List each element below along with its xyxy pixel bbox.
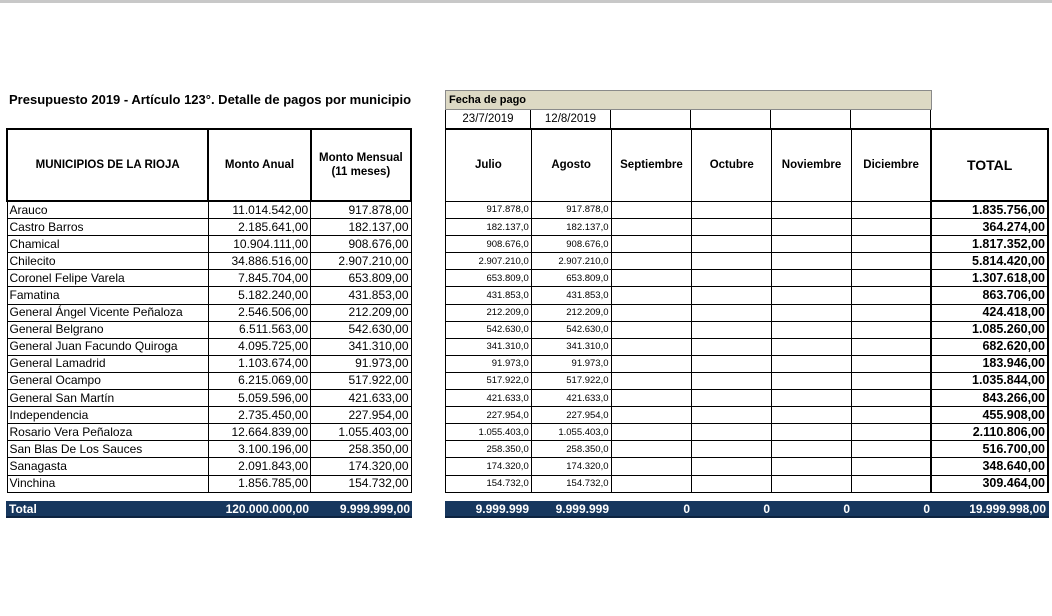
table-row xyxy=(446,458,1049,475)
fecha-de-pago-header: Fecha de pago xyxy=(445,90,932,110)
date-cell: 12/8/2019 xyxy=(530,110,611,129)
pago-empty xyxy=(851,407,931,424)
totals-anual: 120.000.000,00 xyxy=(225,501,309,516)
pago-empty xyxy=(692,287,772,304)
pago-empty xyxy=(851,287,931,304)
pago-empty xyxy=(772,355,852,372)
pago-empty xyxy=(851,236,931,253)
monto-mensual: 154.732,00 xyxy=(311,475,411,492)
municipio-name: General Ángel Vicente Peñaloza xyxy=(7,304,208,321)
pago-empty xyxy=(692,475,772,492)
pago-agosto: 258.350,0 xyxy=(531,441,611,458)
pago-agosto: 174.320,0 xyxy=(531,458,611,475)
date-cell xyxy=(610,110,691,129)
pago-julio: 908.676,0 xyxy=(446,236,532,253)
pago-julio: 917.878,0 xyxy=(446,201,532,219)
pago-empty xyxy=(611,253,692,270)
date-cell: 23/7/2019 xyxy=(445,110,531,129)
monto-anual: 10.904.111,00 xyxy=(208,236,310,253)
table-row xyxy=(7,475,411,492)
pago-empty xyxy=(772,201,852,219)
pago-julio: 258.350,0 xyxy=(446,441,532,458)
pago-empty xyxy=(611,407,692,424)
header-monto-anual: Monto Anual xyxy=(208,129,310,201)
table-row xyxy=(7,321,411,338)
pago-agosto: 182.137,0 xyxy=(531,219,611,236)
header-noviembre: Noviembre xyxy=(772,129,852,201)
pago-julio: 341.310,0 xyxy=(446,338,532,355)
pago-empty xyxy=(611,338,692,355)
pago-empty xyxy=(772,338,852,355)
table-row xyxy=(7,287,411,304)
pago-empty xyxy=(851,424,931,441)
row-total: 1.817.352,00 xyxy=(931,236,1048,253)
row-total: 424.418,00 xyxy=(931,304,1048,321)
monto-mensual: 174.320,00 xyxy=(311,458,411,475)
pago-empty xyxy=(692,372,772,389)
table-row xyxy=(446,355,1049,372)
header-monto-mensual-line1: Monto Mensual xyxy=(319,152,403,164)
row-total: 1.835.756,00 xyxy=(931,201,1048,219)
table-row xyxy=(446,201,1049,219)
municipio-name: General Belgrano xyxy=(7,321,208,338)
header-monto-mensual xyxy=(311,129,411,201)
row-total: 5.814.420,00 xyxy=(931,253,1048,270)
pago-empty xyxy=(692,321,772,338)
table-row xyxy=(7,390,411,407)
table-row xyxy=(446,287,1049,304)
pago-agosto: 517.922,0 xyxy=(531,372,611,389)
pago-agosto: 341.310,0 xyxy=(531,338,611,355)
pago-empty xyxy=(692,458,772,475)
table-row xyxy=(7,372,411,389)
row-total: 348.640,00 xyxy=(931,458,1048,475)
pago-empty xyxy=(611,219,692,236)
pago-julio: 421.633,0 xyxy=(446,390,532,407)
pago-empty xyxy=(692,270,772,287)
pago-empty xyxy=(611,304,692,321)
table-row xyxy=(446,236,1049,253)
pago-empty xyxy=(611,355,692,372)
pago-empty xyxy=(851,338,931,355)
totals-bar-left xyxy=(6,501,412,518)
table-row xyxy=(446,407,1049,424)
municipio-name: General Lamadrid xyxy=(7,355,208,372)
row-total: 2.110.806,00 xyxy=(931,424,1048,441)
pago-empty xyxy=(692,355,772,372)
pago-empty xyxy=(772,441,852,458)
header-julio: Julio xyxy=(446,129,532,201)
table-row xyxy=(446,304,1049,321)
pago-julio: 653.809,0 xyxy=(446,270,532,287)
table-row xyxy=(7,338,411,355)
table-row xyxy=(7,355,411,372)
pago-agosto: 542.630,0 xyxy=(531,321,611,338)
pago-agosto: 917.878,0 xyxy=(531,201,611,219)
row-total: 682.620,00 xyxy=(931,338,1048,355)
table-row xyxy=(7,201,411,219)
row-total: 183.946,00 xyxy=(931,355,1048,372)
monto-mensual: 182.137,00 xyxy=(311,219,411,236)
monto-anual: 6.511.563,00 xyxy=(208,321,310,338)
pago-empty xyxy=(772,304,852,321)
header-septiembre: Septiembre xyxy=(611,129,692,201)
pago-empty xyxy=(772,458,852,475)
totals-octubre: 0 xyxy=(763,501,770,516)
municipio-name: San Blas De Los Sauces xyxy=(7,441,208,458)
table-row xyxy=(7,270,411,287)
pago-agosto: 653.809,0 xyxy=(531,270,611,287)
pago-agosto: 227.954,0 xyxy=(531,407,611,424)
row-total: 309.464,00 xyxy=(931,475,1048,492)
monto-anual: 2.091.843,00 xyxy=(208,458,310,475)
pago-empty xyxy=(611,287,692,304)
row-total: 516.700,00 xyxy=(931,441,1048,458)
pago-empty xyxy=(772,219,852,236)
monto-mensual: 653.809,00 xyxy=(311,270,411,287)
totals-label: Total xyxy=(9,501,37,516)
pago-empty xyxy=(851,355,931,372)
pago-agosto: 2.907.210,0 xyxy=(531,253,611,270)
pago-agosto: 1.055.403,0 xyxy=(531,424,611,441)
monto-anual: 4.095.725,00 xyxy=(208,338,310,355)
pago-empty xyxy=(851,270,931,287)
pago-empty xyxy=(611,458,692,475)
row-total: 1.085.260,00 xyxy=(931,321,1048,338)
monto-mensual: 258.350,00 xyxy=(311,441,411,458)
pago-empty xyxy=(611,475,692,492)
monto-anual: 2.185.641,00 xyxy=(208,219,310,236)
pago-julio: 2.907.210,0 xyxy=(446,253,532,270)
table-row xyxy=(446,441,1049,458)
pago-julio: 212.209,0 xyxy=(446,304,532,321)
table-row xyxy=(7,424,411,441)
monto-anual: 11.014.542,00 xyxy=(208,201,310,219)
date-cell xyxy=(690,110,771,129)
date-cell xyxy=(850,110,931,129)
pago-julio: 517.922,0 xyxy=(446,372,532,389)
monto-anual: 1.103.674,00 xyxy=(208,355,310,372)
pago-julio: 1.055.403,0 xyxy=(446,424,532,441)
header-diciembre: Diciembre xyxy=(851,129,931,201)
monto-mensual: 908.676,00 xyxy=(311,236,411,253)
table-row xyxy=(446,270,1049,287)
pago-empty xyxy=(692,304,772,321)
pago-empty xyxy=(692,338,772,355)
page-title: Presupuesto 2019 - Artículo 123°. Detalle de pagos por municipio xyxy=(9,92,412,107)
pago-agosto: 91.973,0 xyxy=(531,355,611,372)
pago-agosto: 154.732,0 xyxy=(531,475,611,492)
table-row xyxy=(446,372,1049,389)
pago-empty xyxy=(772,390,852,407)
pago-empty xyxy=(851,441,931,458)
municipio-name: General Juan Facundo Quiroga xyxy=(7,338,208,355)
pago-agosto: 431.853,0 xyxy=(531,287,611,304)
monto-mensual: 917.878,00 xyxy=(311,201,411,219)
pago-empty xyxy=(851,253,931,270)
pago-empty xyxy=(692,390,772,407)
pago-empty xyxy=(611,441,692,458)
monto-mensual: 431.853,00 xyxy=(311,287,411,304)
header-total: TOTAL xyxy=(931,129,1048,201)
pago-empty xyxy=(772,407,852,424)
date-cell xyxy=(770,110,851,129)
pago-empty xyxy=(611,321,692,338)
pago-empty xyxy=(611,201,692,219)
top-border xyxy=(0,0,1052,3)
pago-empty xyxy=(692,219,772,236)
municipio-name: General San Martín xyxy=(7,390,208,407)
pago-empty xyxy=(611,390,692,407)
monto-anual: 2.735.450,00 xyxy=(208,407,310,424)
pago-empty xyxy=(851,372,931,389)
municipio-name: Chamical xyxy=(7,236,208,253)
monto-anual: 2.546.506,00 xyxy=(208,304,310,321)
totals-bar-right xyxy=(445,501,1049,518)
table-row xyxy=(446,253,1049,270)
table-row xyxy=(446,424,1049,441)
municipio-name: Vinchina xyxy=(7,475,208,492)
monto-mensual: 421.633,00 xyxy=(311,390,411,407)
pago-empty xyxy=(772,236,852,253)
monto-mensual: 2.907.210,00 xyxy=(311,253,411,270)
pago-empty xyxy=(851,458,931,475)
pago-julio: 91.973,0 xyxy=(446,355,532,372)
pagos-table xyxy=(445,128,1049,493)
pago-empty xyxy=(772,424,852,441)
table-row xyxy=(7,236,411,253)
table-row xyxy=(7,219,411,236)
pago-agosto: 908.676,0 xyxy=(531,236,611,253)
table-row xyxy=(446,321,1049,338)
pago-empty xyxy=(692,424,772,441)
row-total: 364.274,00 xyxy=(931,219,1048,236)
pago-empty xyxy=(851,201,931,219)
monto-mensual: 91.973,00 xyxy=(311,355,411,372)
monto-anual: 34.886.516,00 xyxy=(208,253,310,270)
table-row xyxy=(7,304,411,321)
pago-julio: 431.853,0 xyxy=(446,287,532,304)
row-total: 843.266,00 xyxy=(931,390,1048,407)
municipio-name: Chilecito xyxy=(7,253,208,270)
pago-empty xyxy=(851,321,931,338)
monto-anual: 7.845.704,00 xyxy=(208,270,310,287)
row-total: 455.908,00 xyxy=(931,407,1048,424)
totals-septiembre: 0 xyxy=(683,501,690,516)
pago-julio: 154.732,0 xyxy=(446,475,532,492)
totals-julio: 9.999.999 xyxy=(475,501,529,516)
header-agosto: Agosto xyxy=(531,129,611,201)
monto-mensual: 1.055.403,00 xyxy=(311,424,411,441)
pago-empty xyxy=(692,407,772,424)
table-row xyxy=(7,407,411,424)
monto-anual: 5.182.240,00 xyxy=(208,287,310,304)
pago-empty xyxy=(851,475,931,492)
pago-empty xyxy=(772,321,852,338)
row-total: 1.307.618,00 xyxy=(931,270,1048,287)
pago-agosto: 212.209,0 xyxy=(531,304,611,321)
monto-mensual: 341.310,00 xyxy=(311,338,411,355)
municipios-table xyxy=(6,128,412,493)
pago-julio: 542.630,0 xyxy=(446,321,532,338)
municipio-name: Castro Barros xyxy=(7,219,208,236)
pago-empty xyxy=(611,424,692,441)
pago-julio: 227.954,0 xyxy=(446,407,532,424)
pago-empty xyxy=(692,441,772,458)
pago-empty xyxy=(772,372,852,389)
pago-julio: 182.137,0 xyxy=(446,219,532,236)
pago-empty xyxy=(611,372,692,389)
pago-empty xyxy=(772,287,852,304)
monto-anual: 5.059.596,00 xyxy=(208,390,310,407)
municipio-name: Rosario Vera Peñaloza xyxy=(7,424,208,441)
municipio-name: Independencia xyxy=(7,407,208,424)
pago-empty xyxy=(772,253,852,270)
pago-empty xyxy=(611,270,692,287)
table-row xyxy=(446,338,1049,355)
pago-empty xyxy=(692,253,772,270)
pago-empty xyxy=(692,236,772,253)
totals-total: 19.999.998,00 xyxy=(969,501,1046,516)
pago-empty xyxy=(772,475,852,492)
pago-empty xyxy=(772,270,852,287)
row-total: 1.035.844,00 xyxy=(931,372,1048,389)
monto-anual: 3.100.196,00 xyxy=(208,441,310,458)
payment-dates-row xyxy=(445,110,931,129)
table-row xyxy=(446,219,1049,236)
row-total: 863.706,00 xyxy=(931,287,1048,304)
totals-noviembre: 0 xyxy=(843,501,850,516)
pago-empty xyxy=(851,219,931,236)
municipio-name: Coronel Felipe Varela xyxy=(7,270,208,287)
monto-mensual: 542.630,00 xyxy=(311,321,411,338)
monto-anual: 12.664.839,00 xyxy=(208,424,310,441)
monto-mensual: 227.954,00 xyxy=(311,407,411,424)
totals-agosto: 9.999.999 xyxy=(555,501,609,516)
monto-mensual: 212.209,00 xyxy=(311,304,411,321)
monto-mensual: 517.922,00 xyxy=(311,372,411,389)
municipio-name: Arauco xyxy=(7,201,208,219)
pago-empty xyxy=(851,304,931,321)
pago-empty xyxy=(851,390,931,407)
pago-agosto: 421.633,0 xyxy=(531,390,611,407)
pago-empty xyxy=(611,236,692,253)
table-row xyxy=(446,390,1049,407)
totals-mensual: 9.999.999,00 xyxy=(339,501,410,516)
table-row xyxy=(7,458,411,475)
table-row xyxy=(446,475,1049,492)
pago-julio: 174.320,0 xyxy=(446,458,532,475)
header-octubre: Octubre xyxy=(692,129,772,201)
table-row xyxy=(7,253,411,270)
pago-empty xyxy=(692,201,772,219)
header-monto-mensual-line2: (11 meses) xyxy=(331,166,391,178)
table-row xyxy=(7,441,411,458)
totals-diciembre: 0 xyxy=(923,501,930,516)
monto-anual: 1.856.785,00 xyxy=(208,475,310,492)
municipio-name: General Ocampo xyxy=(7,372,208,389)
municipio-name: Famatina xyxy=(7,287,208,304)
municipio-name: Sanagasta xyxy=(7,458,208,475)
monto-anual: 6.215.069,00 xyxy=(208,372,310,389)
header-municipios: MUNICIPIOS DE LA RIOJA xyxy=(7,129,208,201)
